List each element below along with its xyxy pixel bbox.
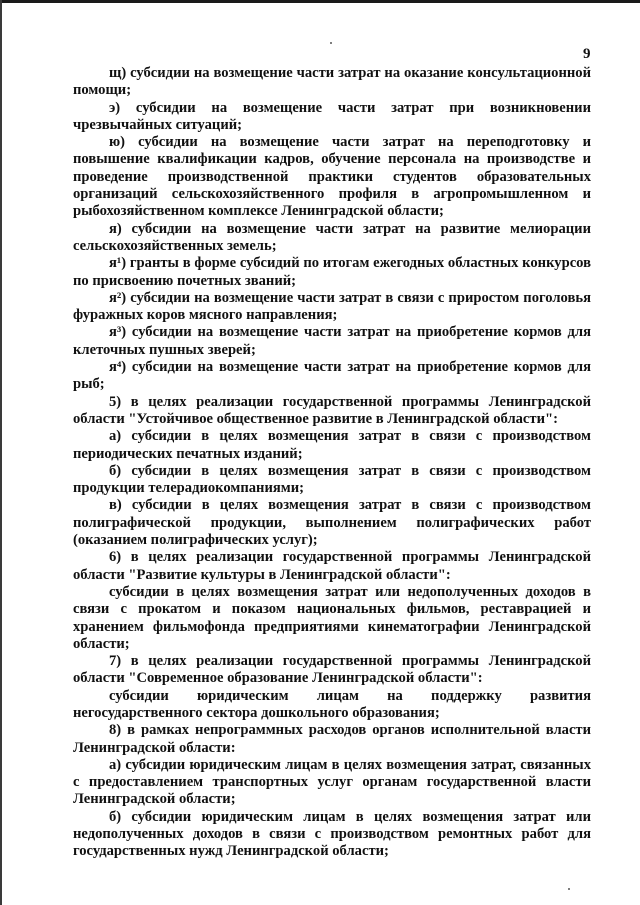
- paragraph-ya1: я¹) гранты в форме субсидий по итогам ежегодных областных конкурсов по присвоению почетных званий;: [73, 255, 591, 289]
- scan-top-border: [0, 0, 640, 3]
- paragraph-item-6: 6) в целях реализации государственной программы Ленинградской области "Развитие культуры в Ленинградской области":: [73, 549, 591, 583]
- paragraph-8a: а) субсидии юридическим лицам в целях возмещения затрат, связанных с предоставлением транспортных услуг органам государственной власти Ленинградской области;: [73, 756, 591, 808]
- paragraph-item-5: 5) в целях реализации государственной программы Ленинградской области "Устойчивое общественное развитие в Ленинградской области":: [73, 393, 591, 427]
- scan-speck: [330, 42, 332, 44]
- scan-left-edge: [0, 0, 2, 905]
- paragraph-5v: в) субсидии в целях возмещения затрат в связи с производством полиграфической продукции, выполнением полиграфических работ (оказанием полиграфических услуг);: [73, 497, 591, 549]
- paragraph-item-7: 7) в целях реализации государственной программы Ленинградской области "Современное образование Ленинградской области":: [73, 653, 591, 687]
- page-number: 9: [583, 46, 591, 62]
- paragraph-5b: б) субсидии в целях возмещения затрат в связи с производством продукции телерадиокомпаниями;: [73, 462, 591, 497]
- document-body: [73, 65, 591, 861]
- paragraph-shch: щ) субсидии на возмещение части затрат на оказание консультационной помощи;: [73, 65, 591, 99]
- paragraph-8b: б) субсидии юридическим лицам в целях возмещения затрат или недополученных доходов в связи с производством ремонтных работ для государственных нужд Ленинградской области;: [73, 808, 591, 860]
- paragraph-5a: а) субсидии в целях возмещения затрат в связи с производством периодических печатных изданий;: [73, 428, 591, 462]
- paragraph-ya3: я³) субсидии на возмещение части затрат на приобретение кормов для клеточных пушных зверей;: [73, 324, 591, 358]
- paragraph-item-8: 8) в рамках непрограммных расходов органов исполнительной власти Ленинградской области:: [73, 722, 591, 756]
- paragraph-ya2: я²) субсидии на возмещение части затрат в связи с приростом поголовья фуражных коров мясного направления;: [73, 289, 591, 324]
- paragraph-7-subsidy: субсидии юридическим лицам на поддержку развития негосударственного сектора дошкольного образования;: [73, 687, 591, 721]
- paragraph-6-subsidy: субсидии в целях возмещения затрат или недополученных доходов в связи с прокатом и показом национальных фильмов, реставрацией и хранением фильмофонда предприятиями кинематографии Ленинградской области;: [73, 583, 591, 652]
- scan-speck: [568, 888, 570, 890]
- paragraph-ya: я) субсидии на возмещение части затрат на развитие мелиорации сельскохозяйственных земель;: [73, 220, 591, 254]
- paragraph-yu: ю) субсидии на возмещение части затрат на переподготовку и повышение квалификации кадров, обучение персонала на производстве и проведение производственной практики студентов образовательных организаций сельскохозяйственного профиля в агропромышленном и рыбохозяйственном комплексе Ленинградской области;: [73, 134, 591, 220]
- paragraph-ya4: я⁴) субсидии на возмещение части затрат на приобретение кормов для рыб;: [73, 359, 591, 393]
- paragraph-e: э) субсидии на возмещение части затрат при возникновении чрезвычайных ситуаций;: [73, 99, 591, 133]
